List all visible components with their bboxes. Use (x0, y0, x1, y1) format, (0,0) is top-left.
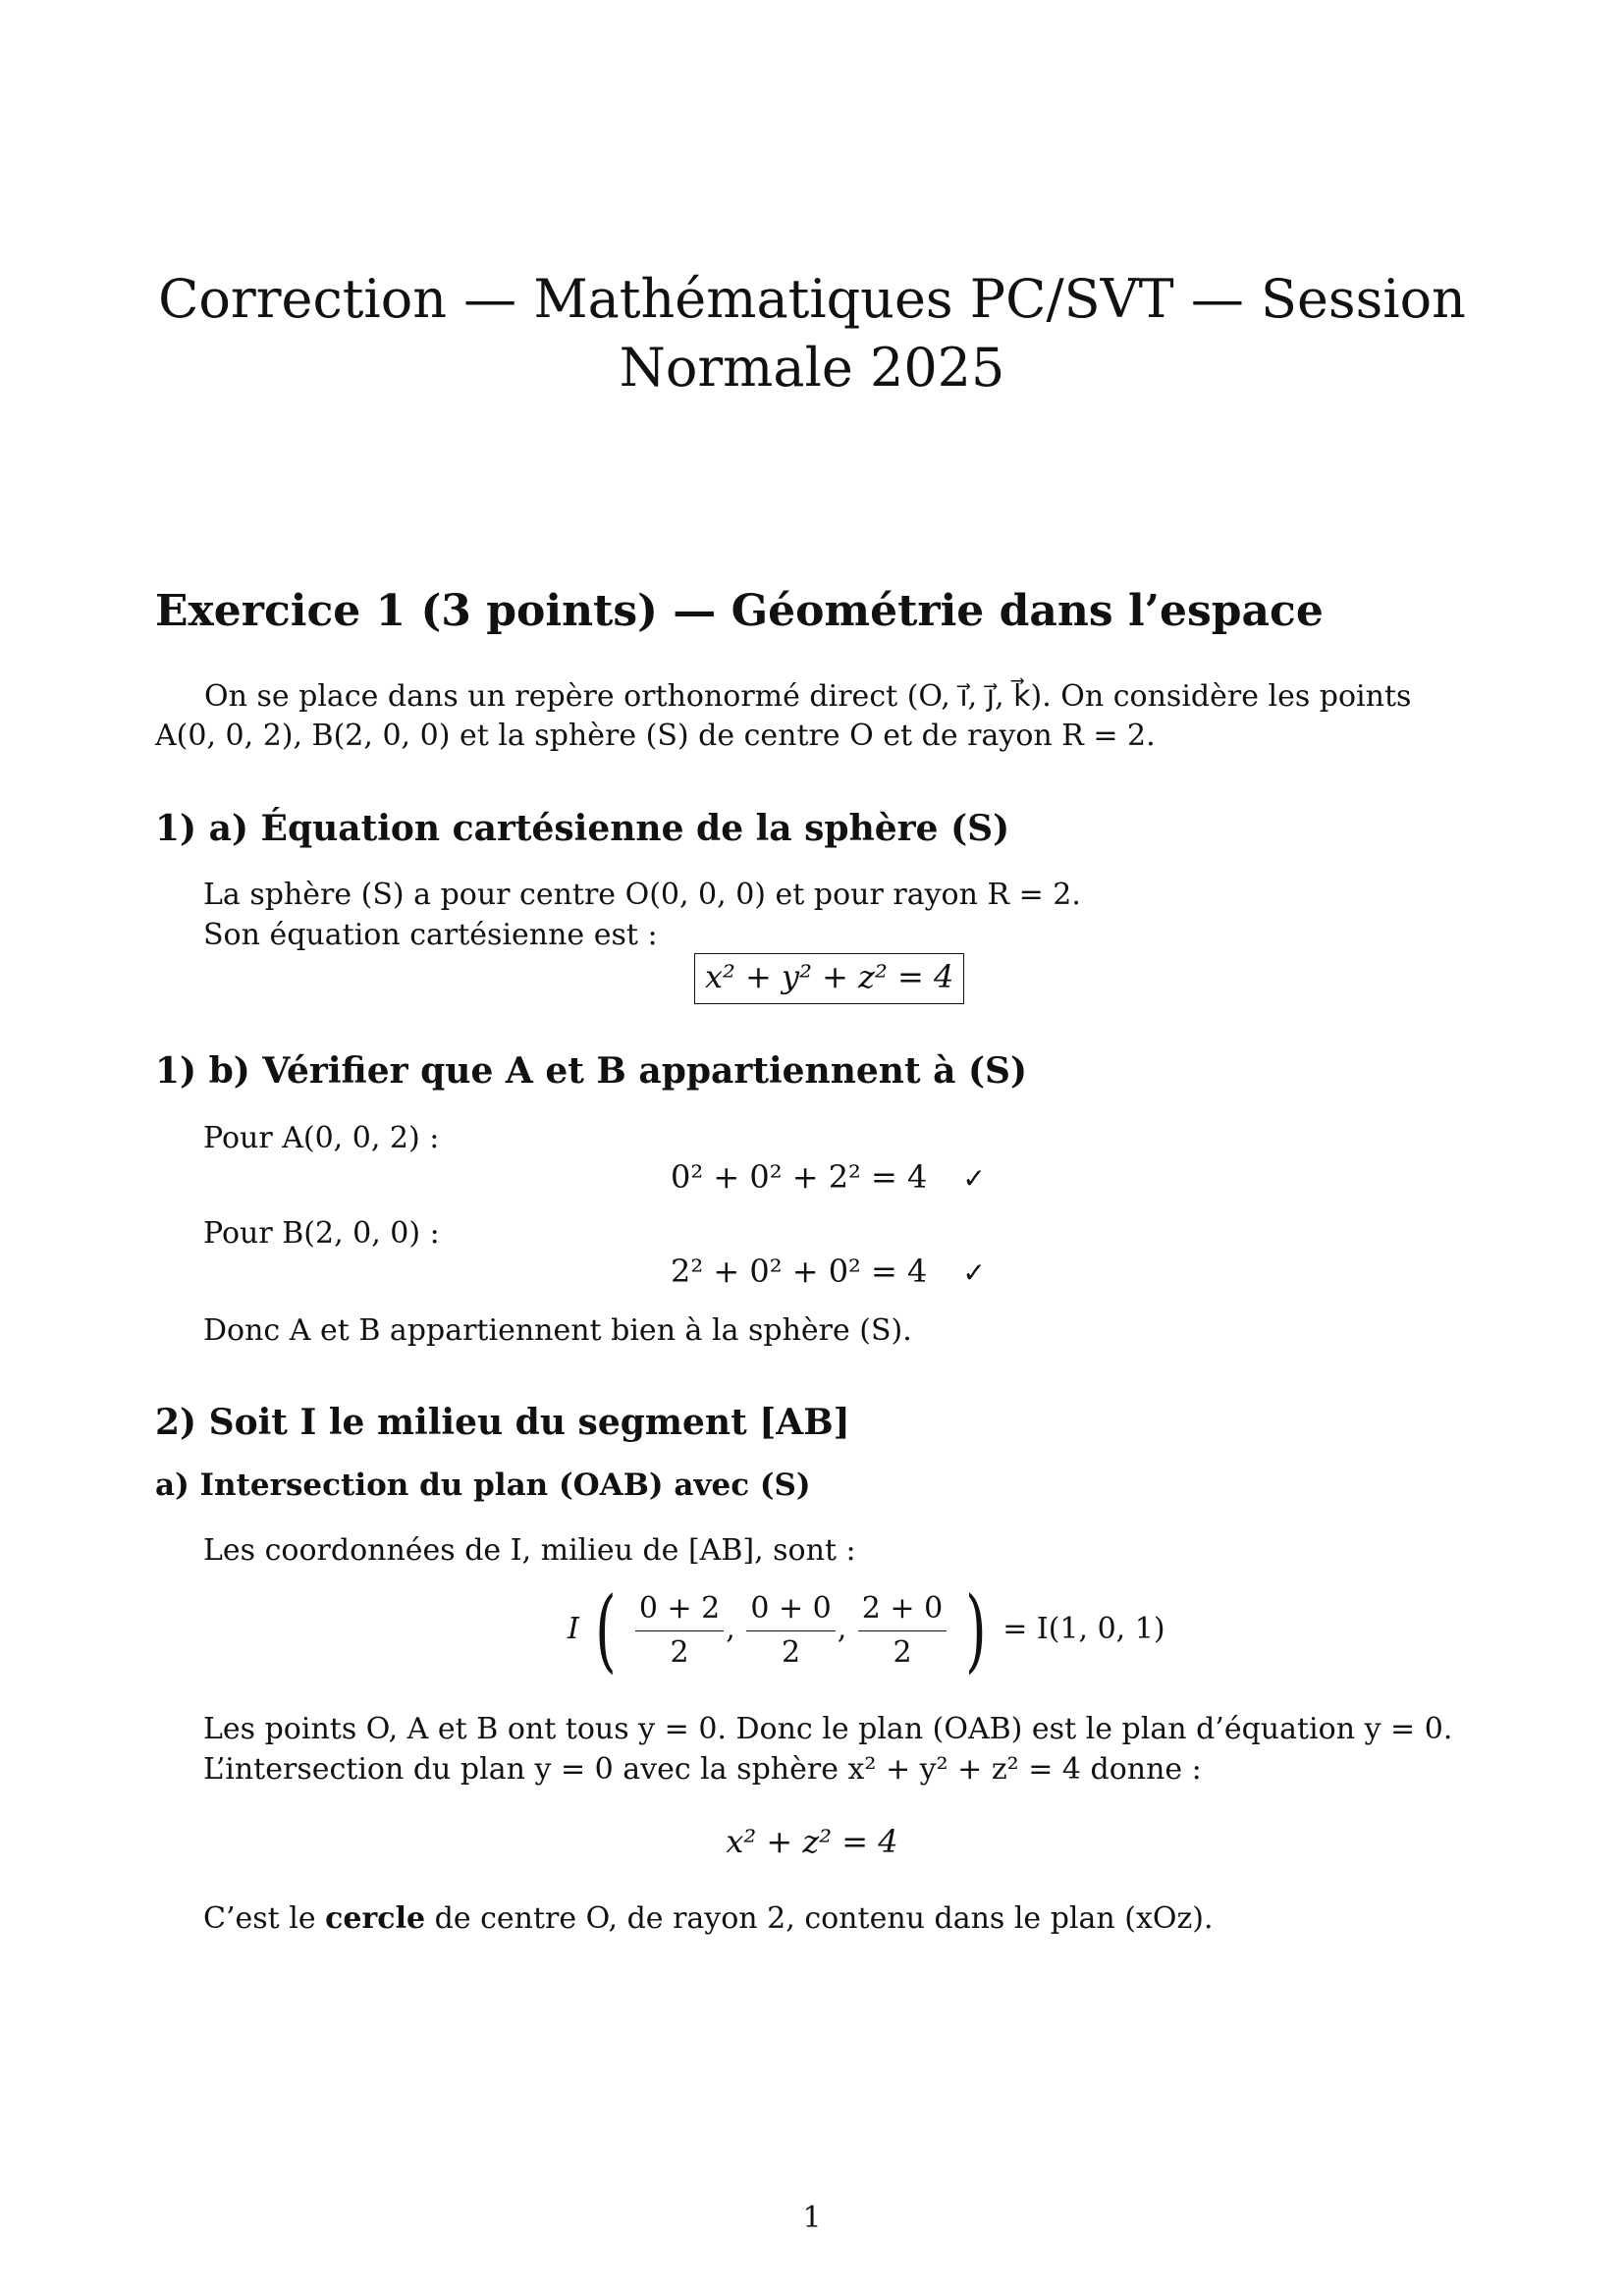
s1b-pour-a: Pour A(0, 0, 2) : (203, 1121, 440, 1155)
right-paren: ) (964, 1577, 987, 1682)
s1b-pour-b: Pour B(2, 0, 0) : (203, 1216, 440, 1251)
intro-paragraph: On se place dans un repère orthonormé direct (O, i⃗, j⃗, k⃗). On considère les points A(0, 0, 2), B(2, 0, 0) et la sphère (S) de centre O et de rayon R = 2. (155, 679, 1412, 753)
exercise-heading: Exercice 1 (3 points) — Géométrie dans l’espace (155, 586, 1324, 636)
check-icon: ✓ (962, 1256, 986, 1289)
document-title (157, 265, 1467, 402)
eq-a-text: 0² + 0² + 2² = 4 (671, 1158, 928, 1196)
s1b-conclusion: Donc A et B appartiennent bien à la sphère (S). (203, 1313, 912, 1348)
title-line-2: Normale 2025 (619, 337, 1005, 399)
title-line-1: Correction — Mathématiques PC/SVT — Session (158, 268, 1466, 330)
midpoint-label: I (568, 1612, 579, 1646)
section-2-heading: 2) Soit I le milieu du segment [AB] (155, 1402, 850, 1443)
s2-line-3: L’intersection du plan y = 0 avec la sphère x² + y² + z² = 4 donne : (203, 1752, 1202, 1787)
fraction-y: $\frac{0 + 0}{2}$ (746, 1589, 835, 1673)
page-number: 1 (802, 2201, 822, 2235)
section-1a-heading: 1) a) Équation cartésienne de la sphère (S) (155, 808, 1010, 849)
s2-line-2: Les points O, A et B ont tous y = 0. Donc le plan (OAB) est le plan d’équation y = 0. (203, 1712, 1453, 1746)
eq-b-text: 2² + 0² + 0² = 4 (671, 1253, 928, 1290)
sphere-equation-boxed: x² + y² + z² = 4 (694, 958, 964, 995)
midpoint-result: = I(1, 0, 1) (1002, 1612, 1165, 1646)
fraction-z: $\frac{2 + 0}{2}$ (858, 1589, 947, 1673)
circle-equation: x² + z² = 4 (726, 1823, 898, 1860)
s2-line-1: Les coordonnées de I, milieu de [AB], sont : (203, 1533, 856, 1568)
s1a-line-1: La sphère (S) a pour centre O(0, 0, 0) et pour rayon R = 2. (203, 878, 1081, 912)
s1b-eq-a (671, 1158, 986, 1196)
section-1b-heading: 1) b) Vérifier que A et B appartiennent à (S) (155, 1050, 1028, 1092)
midpoint-formula: I ( $\frac{0 + 2}{2}$ , $\frac{0 + 0}{2}$ , $\frac{2 + 0}{2}$ ) = I(1, 0, 1) (568, 1577, 1165, 1682)
s2-last-line: C’est le cercle de centre O, de rayon 2, contenu dans le plan (xOz). (203, 1901, 1214, 1936)
fraction-x: $\frac{0 + 2}{2}$ (635, 1589, 724, 1673)
section-2a-heading: a) Intersection du plan (OAB) avec (S) (155, 1468, 811, 1503)
s1b-eq-b (671, 1253, 986, 1290)
left-paren: ( (595, 1577, 618, 1682)
check-icon: ✓ (962, 1162, 986, 1195)
s1a-line-2: Son équation cartésienne est : (203, 918, 658, 952)
